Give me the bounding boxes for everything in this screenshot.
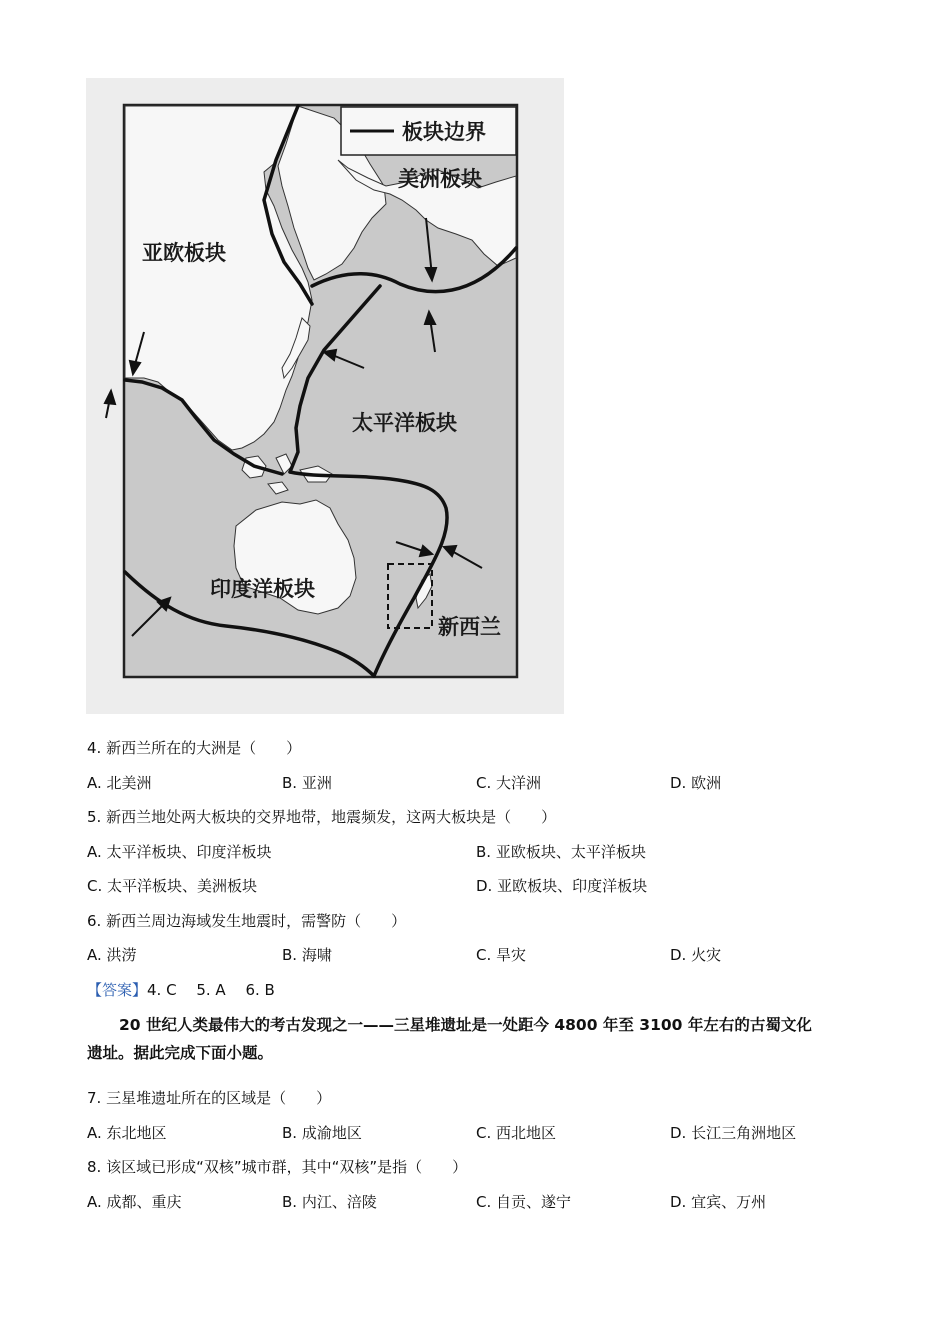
question-6-option-c[interactable]: C. 旱灾: [476, 946, 527, 964]
label-pacific-plate: 太平洋板块: [352, 410, 457, 435]
question-8-option-a[interactable]: A. 成都、重庆: [87, 1193, 182, 1211]
question-7-option-b[interactable]: B. 成渝地区: [282, 1124, 362, 1142]
label-eurasian-plate: 亚欧板块: [142, 240, 226, 265]
passage: [87, 1015, 863, 1065]
question-8-option-b[interactable]: B. 内江、涪陵: [282, 1193, 377, 1211]
answer-text: 4. C 5. A 6. B: [147, 981, 275, 999]
answer-line: [87, 980, 275, 1000]
passage-line-1: 20 世纪人类最伟大的考古发现之一——三星堆遗址是一处距今 4800 年至 3100 年左右的古蜀文化: [119, 1016, 812, 1034]
question-7-option-d[interactable]: D. 长江三角洲地区: [670, 1124, 797, 1142]
label-american-plate: 美洲板块: [398, 166, 482, 191]
question-4-option-d[interactable]: D. 欧洲: [670, 774, 722, 792]
question-8-stem: 8. 该区域已形成“双核”城市群，其中“双核”是指（ ）: [87, 1158, 468, 1176]
answer-tag: 【答案】: [87, 981, 148, 999]
question-4-option-a[interactable]: A. 北美洲: [87, 774, 152, 792]
question-5-option-b[interactable]: B. 亚欧板块、太平洋板块: [476, 843, 646, 861]
question-6-option-a[interactable]: A. 洪涝: [87, 946, 137, 964]
question-5-stem: 5. 新西兰地处两大板块的交界地带，地震频发，这两大板块是（ ）: [87, 808, 557, 826]
question-7-option-a[interactable]: A. 东北地区: [87, 1124, 167, 1142]
legend-label: 板块边界: [402, 119, 486, 144]
plate-boundary-map: [86, 78, 564, 714]
question-5-option-c[interactable]: C. 太平洋板块、美洲板块: [87, 877, 258, 895]
question-4-option-b[interactable]: B. 亚洲: [282, 774, 332, 792]
label-new-zealand: 新西兰: [438, 614, 501, 639]
question-4-stem: 4. 新西兰所在的大洲是（ ）: [87, 739, 302, 757]
question-5-option-d[interactable]: D. 亚欧板块、印度洋板块: [476, 877, 648, 895]
question-6-option-b[interactable]: B. 海啸: [282, 946, 332, 964]
question-5-option-a[interactable]: A. 太平洋板块、印度洋板块: [87, 843, 272, 861]
question-6-option-d[interactable]: D. 火灾: [670, 946, 722, 964]
question-7-stem: 7. 三星堆遗址所在的区域是（ ）: [87, 1089, 332, 1107]
question-8-option-d[interactable]: D. 宜宾、万州: [670, 1193, 767, 1211]
label-indian-plate: 印度洋板块: [210, 576, 315, 601]
question-7-option-c[interactable]: C. 西北地区: [476, 1124, 557, 1142]
question-6-stem: 6. 新西兰周边海域发生地震时，需警防（ ）: [87, 912, 407, 930]
question-4-option-c[interactable]: C. 大洋洲: [476, 774, 542, 792]
map-svg: [86, 78, 564, 714]
question-8-option-c[interactable]: C. 自贡、遂宁: [476, 1193, 572, 1211]
passage-line-2: 遗址。据此完成下面小题。: [87, 1044, 274, 1062]
